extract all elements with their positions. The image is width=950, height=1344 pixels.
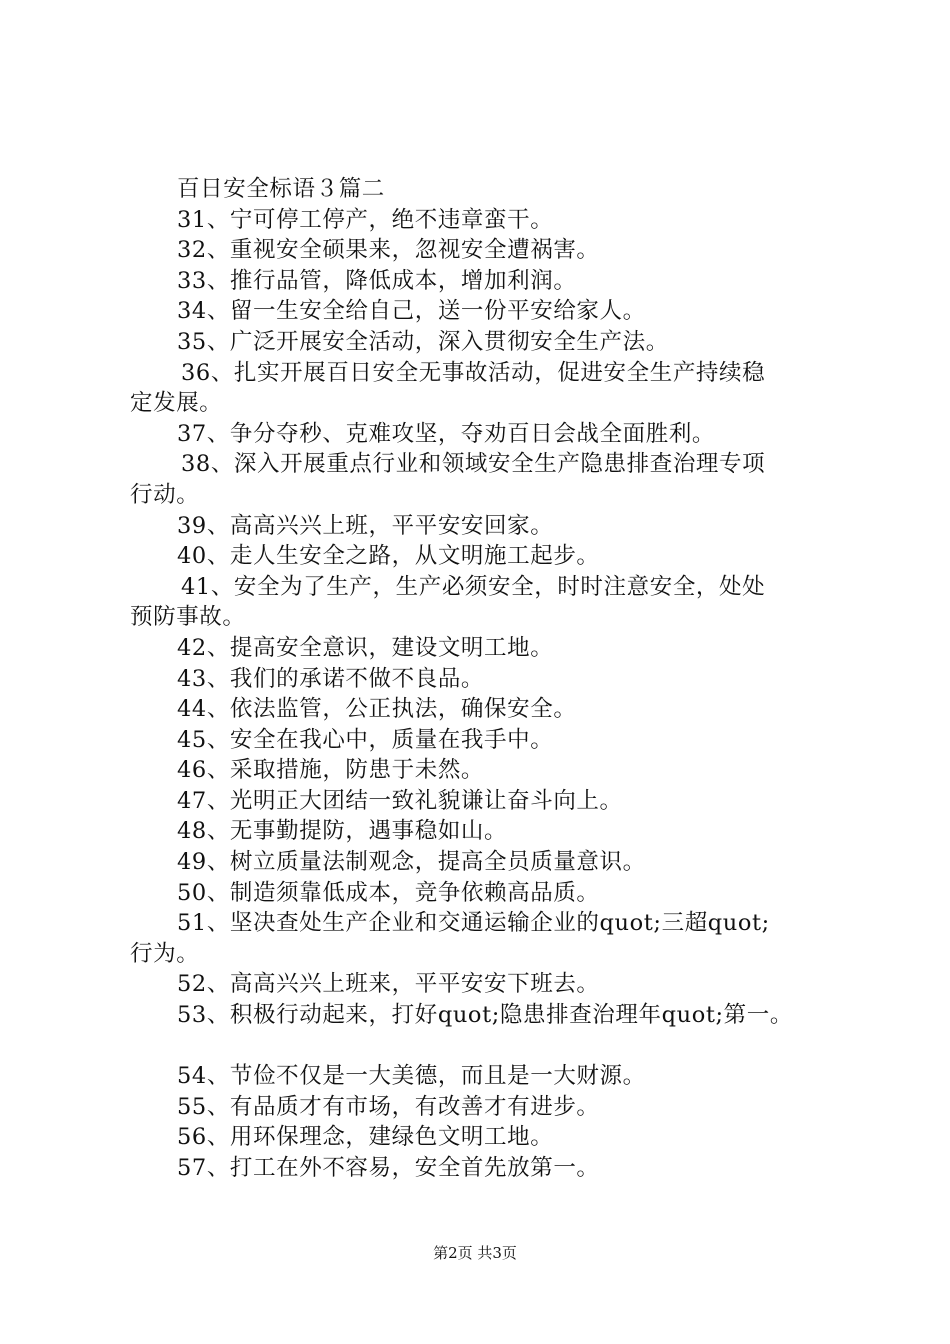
slogan-line: 44、依法监管，公正执法，确保安全。 xyxy=(177,696,577,723)
slogan-item xyxy=(130,296,835,327)
slogan-line-continuation: 行动。 xyxy=(130,481,200,508)
slogan-item xyxy=(130,205,835,236)
document-body xyxy=(130,174,835,1184)
blank-line xyxy=(130,1031,835,1062)
section-heading: 百日安全标语３篇二 xyxy=(177,176,385,202)
slogan-line-continuation: 预防事故。 xyxy=(130,604,246,631)
slogan-line: 54、节俭不仅是一大美德，而且是一大财源。 xyxy=(177,1063,646,1090)
slogan-line: 48、无事勤提防，遇事稳如山。 xyxy=(177,818,508,845)
slogan-item xyxy=(130,266,835,297)
slogan-line: 56、用环保理念，建绿色文明工地。 xyxy=(177,1124,554,1151)
slogan-item xyxy=(130,1061,835,1092)
slogan-line: 47、光明正大团结一致礼貌谦让奋斗向上。 xyxy=(177,787,623,814)
slogan-line: 32、重视安全硕果来，忽视安全遭祸害。 xyxy=(177,237,600,264)
slogan-item xyxy=(130,969,835,1000)
slogan-item xyxy=(130,694,835,725)
slogan-item xyxy=(130,449,835,510)
slogan-line: 55、有品质才有市场，有改善才有进步。 xyxy=(177,1093,600,1120)
slogan-item xyxy=(130,816,835,847)
slogan-line: 53、积极行动起来，打好quot;隐患排查治理年quot;第一。 xyxy=(177,1002,793,1029)
slogan-line: 46、采取措施，防患于未然。 xyxy=(177,757,485,784)
slogan-line: 36、扎实开展百日安全无事故活动，促进安全生产持续稳 xyxy=(181,359,766,386)
slogan-line: 43、我们的承诺不做不良品。 xyxy=(177,665,485,692)
slogan-item xyxy=(130,725,835,756)
slogan-item xyxy=(130,1000,835,1061)
slogan-item xyxy=(130,358,835,419)
slogan-line: 49、树立质量法制观念，提高全员质量意识。 xyxy=(177,849,646,876)
slogan-item xyxy=(130,908,835,969)
slogan-item xyxy=(130,511,835,542)
slogan-line: 40、走人生安全之路，从文明施工起步。 xyxy=(177,543,600,570)
slogan-line: 41、安全为了生产，生产必须安全，时时注意安全，处处 xyxy=(181,573,766,600)
slogan-line-continuation: 定发展。 xyxy=(130,390,223,417)
slogan-item xyxy=(130,1153,835,1184)
slogan-line: 39、高高兴兴上班，平平安安回家。 xyxy=(177,512,554,539)
slogan-item xyxy=(130,633,835,664)
page-footer: 第2页 共3页 xyxy=(433,1244,517,1262)
slogan-item xyxy=(130,847,835,878)
slogan-item xyxy=(130,1122,835,1153)
slogan-line: 38、深入开展重点行业和领域安全生产隐患排查治理专项 xyxy=(181,451,766,478)
slogan-line: 33、推行品管，降低成本，增加利润。 xyxy=(177,267,577,294)
slogan-line: 42、提高安全意识，建设文明工地。 xyxy=(177,634,554,661)
slogan-line-continuation: 行为。 xyxy=(130,940,200,967)
slogan-item xyxy=(130,1092,835,1123)
slogan-line: 51、坚决查处生产企业和交通运输企业的quot;三超quot; xyxy=(177,910,770,937)
slogan-item xyxy=(130,572,835,633)
slogan-line: 37、争分夺秒、克难攻坚，夺劝百日会战全面胜利。 xyxy=(177,420,716,447)
slogan-item xyxy=(130,327,835,358)
slogan-line: 35、广泛开展安全活动，深入贯彻安全生产法。 xyxy=(177,328,669,355)
slogan-item xyxy=(130,664,835,695)
slogan-item xyxy=(130,878,835,909)
slogan-item xyxy=(130,419,835,450)
slogan-line: 45、安全在我心中，质量在我手中。 xyxy=(177,726,554,753)
slogan-line: 50、制造须靠低成本，竞争依赖高品质。 xyxy=(177,879,600,906)
slogan-line: 34、留一生安全给自己，送一份平安给家人。 xyxy=(177,298,646,325)
slogan-item xyxy=(130,755,835,786)
slogan-line: 52、高高兴兴上班来，平平安安下班去。 xyxy=(177,971,600,998)
slogan-item xyxy=(130,235,835,266)
slogan-item xyxy=(130,541,835,572)
slogan-line: 31、宁可停工停产，绝不违章蛮干。 xyxy=(177,206,554,233)
slogan-item xyxy=(130,786,835,817)
slogan-line: 57、打工在外不容易，安全首先放第一。 xyxy=(177,1155,600,1181)
